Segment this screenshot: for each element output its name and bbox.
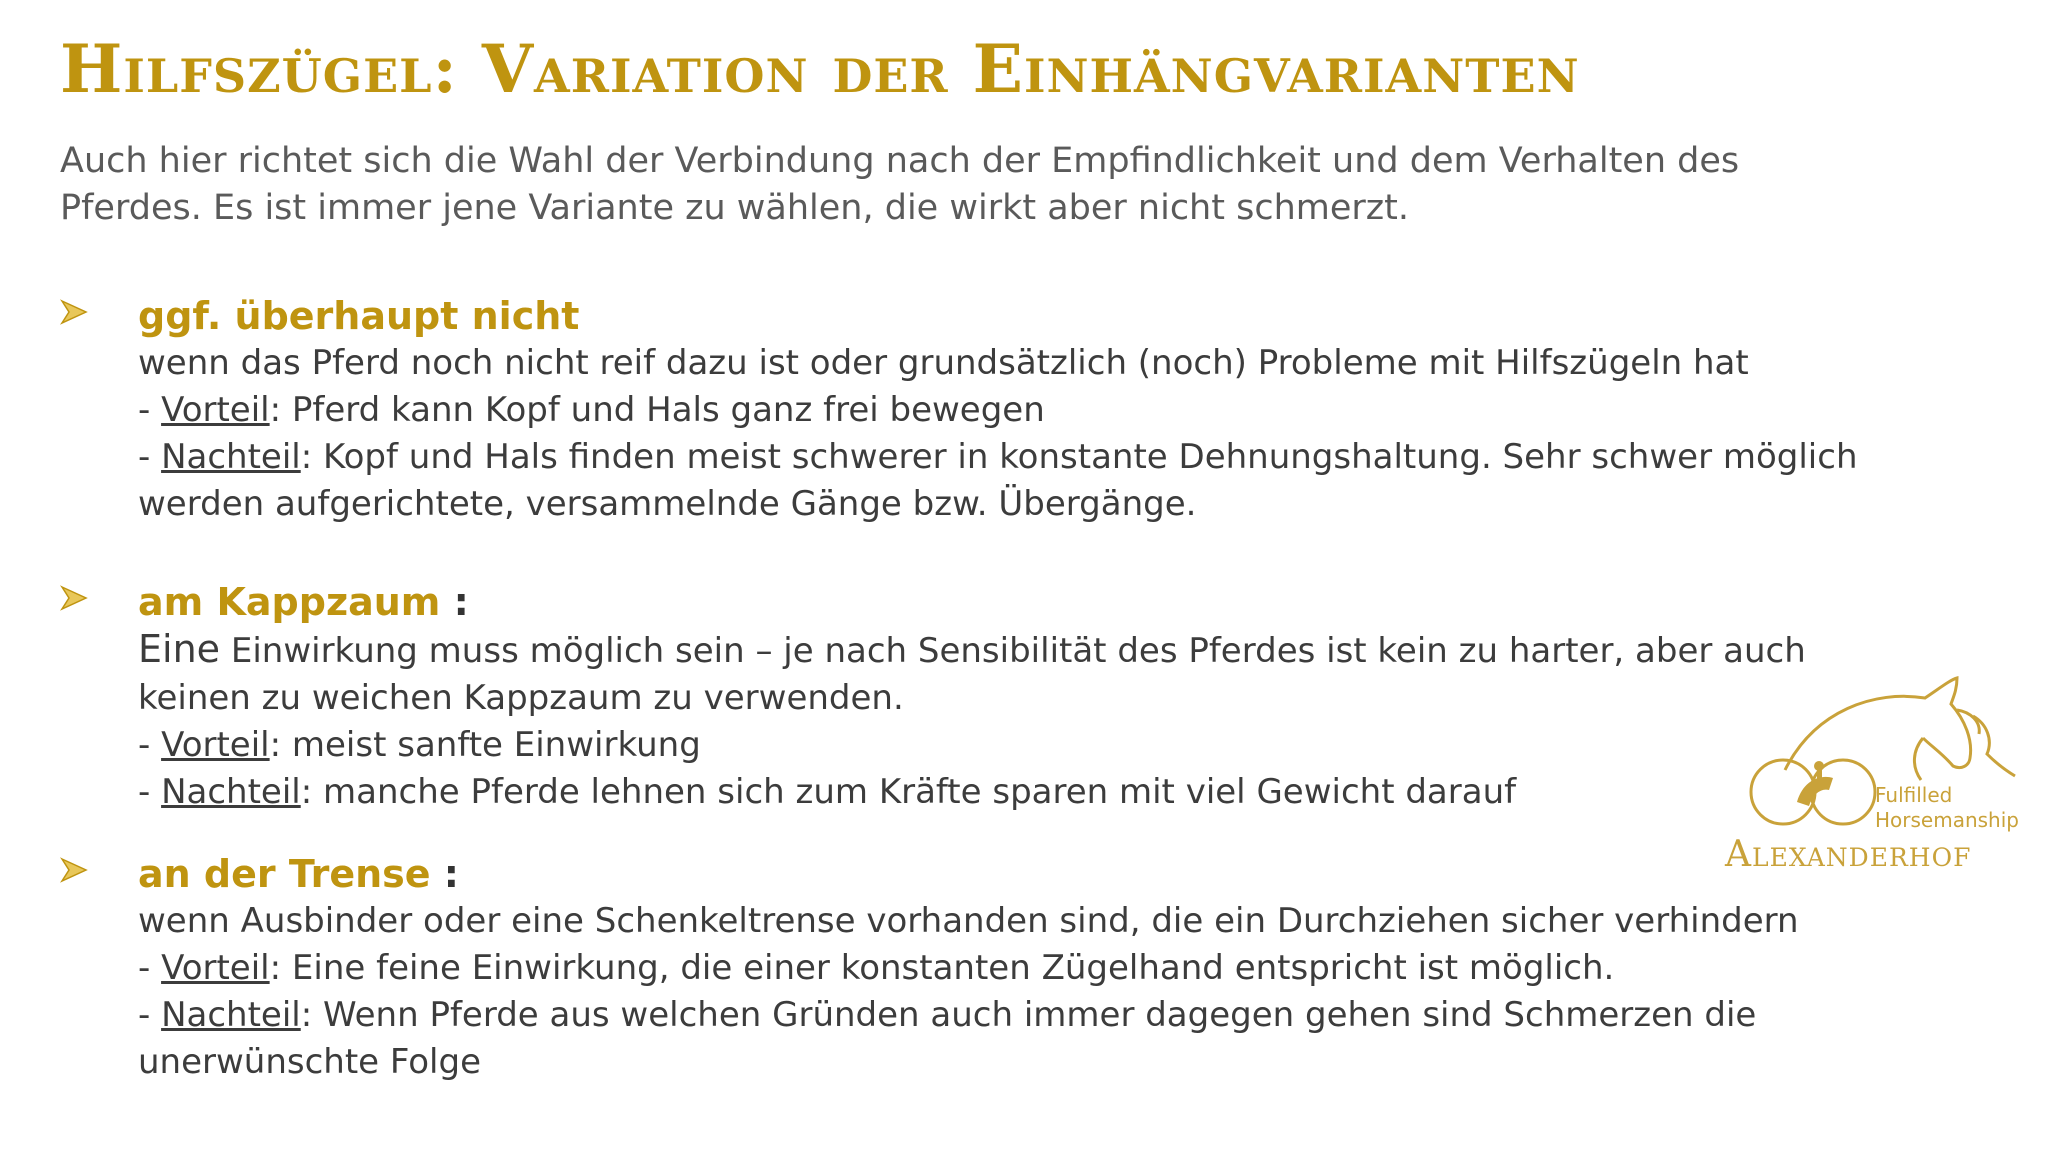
pro-line: - Vorteil: Pferd kann Kopf und Hals ganz frei bewegen — [138, 390, 1045, 430]
section-body — [138, 626, 1910, 816]
logo-line-1: Fulfilled — [1875, 783, 1953, 807]
con-text: Kopf und Hals finden meist schwerer in konstante Dehnungshaltung. Sehr schwer möglich werden aufgerichtete, versammelnde Gänge bzw. Übergänge. — [138, 437, 1858, 524]
section-description: wenn Ausbinder oder eine Schenkeltrense vorhanden sind, die ein Durchziehen sicher verhindern — [138, 901, 1799, 941]
con-text: Wenn Pferde aus welchen Gründen auch immer dagegen gehen sind Schmerzen die unerwünschte Folge — [138, 995, 1757, 1082]
section-body — [138, 898, 1910, 1086]
section-heading: ggf. überhaupt nicht — [138, 294, 580, 338]
section-description: wenn das Pferd noch nicht reif dazu ist oder grundsätzlich (noch) Probleme mit Hilfszügeln hat — [138, 343, 1749, 383]
arrow-bullet-icon — [60, 856, 88, 884]
arrow-bullet-icon — [60, 298, 88, 326]
con-label: Nachteil — [161, 995, 301, 1035]
section-description: Eine Einwirkung muss möglich sein – je nach Sensibilität des Pferdes ist kein zu harter, aber auch keinen zu weichen Kappzaum zu verwenden. — [138, 627, 1806, 718]
page-title: Hilfszügel: Variation der Einhängvarianten — [60, 30, 1580, 108]
con-line: - Nachteil: Wenn Pferde aus welchen Gründen auch immer dagegen gehen sind Schmerzen die unerwünschte Folge — [138, 995, 1757, 1082]
logo-line-2: Horsemanship — [1875, 808, 2019, 832]
arrow-bullet-icon — [60, 584, 88, 612]
con-line: - Nachteil: Kopf und Hals finden meist schwerer in konstante Dehnungshaltung. Sehr schwer möglich werden aufgerichtete, versammelnde Gänge bzw. Übergänge. — [138, 437, 1858, 524]
pro-label: Vorteil — [161, 390, 270, 430]
pro-line: - Vorteil: meist sanfte Einwirkung — [138, 725, 701, 765]
section-kappzaum — [60, 578, 1910, 816]
con-text: manche Pferde lehnen sich zum Kräfte sparen mit viel Gewicht darauf — [323, 772, 1517, 812]
con-line: - Nachteil: manche Pferde lehnen sich zum Kräfte sparen mit viel Gewicht darauf — [138, 772, 1517, 812]
pro-text: Eine feine Einwirkung, die einer konstanten Zügelhand entspricht ist möglich. — [291, 948, 1615, 988]
section-heading: am Kappzaum : — [138, 580, 469, 624]
section-trense — [60, 850, 1910, 1086]
section-heading: an der Trense : — [138, 852, 460, 896]
logo-brand: Alexanderhof — [1725, 834, 1972, 875]
pro-line: - Vorteil: Eine feine Einwirkung, die einer konstanten Zügelhand entspricht ist möglich. — [138, 948, 1615, 988]
pro-label: Vorteil — [161, 725, 270, 765]
intro-text: Auch hier richtet sich die Wahl der Verbindung nach der Empfindlichkeit und dem Verhalten des Pferdes. Es ist immer jene Variante zu wählen, die wirkt aber nicht schmerzt. — [60, 141, 1740, 228]
con-label: Nachteil — [161, 437, 301, 477]
section-no-reins — [60, 292, 1910, 528]
con-label: Nachteil — [161, 772, 301, 812]
section-body — [138, 340, 1910, 528]
pro-text: meist sanfte Einwirkung — [291, 725, 701, 765]
alexanderhof-logo — [1725, 670, 2025, 880]
pro-text: Pferd kann Kopf und Hals ganz frei bewegen — [291, 390, 1045, 430]
pro-label: Vorteil — [161, 948, 270, 988]
